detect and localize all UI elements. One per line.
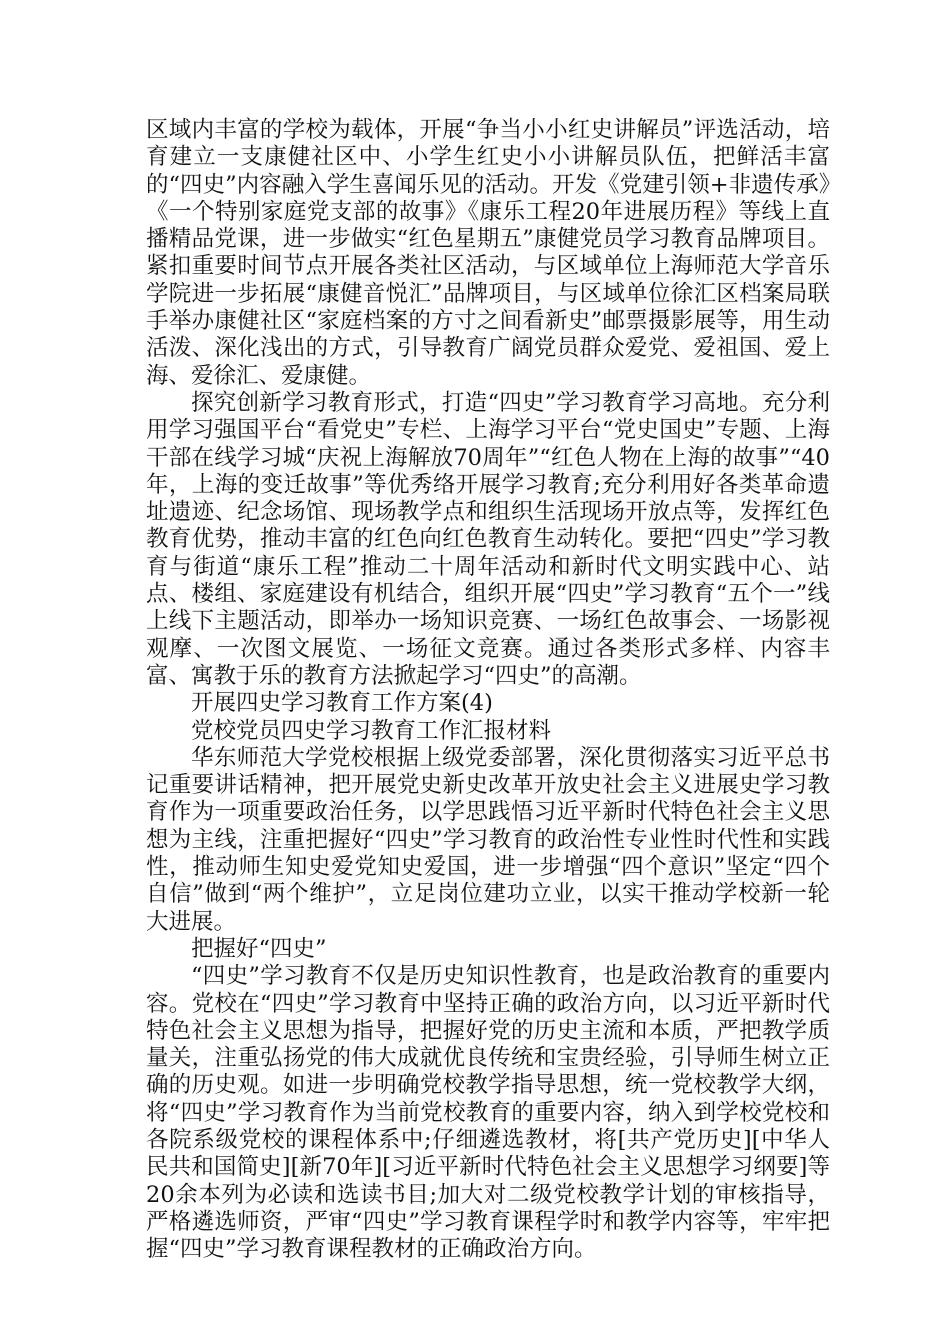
paragraph-4: “四史”学习教育不仅是历史知识性教育，也是政治教育的重要内容。党校在“四史”学习教育中坚持正确的政治方向，以习近平新时代特色社会主义思想为指导，把握好党的历史主流和本质，严把教学质量关，注重弘扬党的伟大成就优良传统和宝贵经验，引导师生树立正确的历史观。如进一步明确党校教学指导思想，统一党校教学大纲，将“四史”学习教育作为当前党校教育的重要内容，纳入到学校党校和各院系级党校的课程体系中;仔细遴选教材，将[共产党历史][中华人民共和国简史][新70年][习近平新时代特色社会主义思想学习纲要]等20余本列为必读和选读书目;加大对二级党校教学计划的审核指导，严格遴选师资，严审“四史”学习教育课程学时和教学内容等，牢牢把握“四史”学习教育课程教材的正确政治方向。 xyxy=(146,963,830,1263)
subheading-grasp-four-histories: 把握好“四史” xyxy=(191,935,327,962)
section-title-report: 党校党员四史学习教育工作汇报材料 xyxy=(191,717,552,744)
paragraph-1: 区域内丰富的学校为载体，开展“争当小小红史讲解员”评选活动，培育建立一支康健社区中、小学生红史小小讲解员队伍，把鲜活丰富的“四史”内容融入学生喜闻乐见的活动。开发《党建引领+非遗传承》《一个特别家庭党支部的故事》《康乐工程20年进展历程》等线上直播精品党课，进一步做实“红色星期五”康健党员学习教育品牌项目。紧扣重要时间节点开展各类社区活动，与区域单位上海师范大学音乐学院进一步拓展“康健音悦汇”品牌项目，与区域单位徐汇区档案局联手举办康健社区“家庭档案的方寸之间看新史”邮票摄影展等，用生动活泼、深化浅出的方式，引导教育广阔党员群众爱党、爱祖国、爱上海、爱徐汇、爱康健。 xyxy=(146,117,830,389)
section-title-work-plan: 开展四史学习教育工作方案(4) xyxy=(191,690,493,717)
paragraph-2: 探究创新学习教育形式，打造“四史”学习教育学习高地。充分利用学习强国平台“看党史”专栏、上海学习平台“党史国史”专题、上海干部在线学习城“庆祝上海解放70周年”“红色人物在上海的故事”“40年，上海的变迁故事”等优秀络开展学习教育;充分利用好各类革命遗址遗迹、纪念场馆、现场教学点和组织生活现场开放点等，发挥红色教育优势，推动丰富的红色向红色教育生动转化。要把“四史”学习教育与街道“康乐工程”推动二十周年活动和新时代文明实践中心、站点、楼组、家庭建设有机结合，组织开展“四史”学习教育“五个一”线上线下主题活动，即举办一场知识竞赛、一场红色故事会、一场影视观摩、一次图文展览、一场征文竞赛。通过各类形式多样、内容丰富、寓教于乐的教育方法掀起学习“四史”的高潮。 xyxy=(146,389,830,689)
paragraph-3: 华东师范大学党校根据上级党委部署，深化贯彻落实习近平总书记重要讲话精神，把开展党史新史改革开放史社会主义进展史学习教育作为一项重要政治任务，以学思践悟习近平新时代特色社会主义思想为主线，注重把握好“四史”学习教育的政治性专业性时代性和实践性，推动师生知史爱党知史爱国，进一步增强“四个意识”坚定“四个自信”做到“两个维护”，立足岗位建功立业，以实干推动学校新一轮大进展。 xyxy=(146,744,830,935)
document-body xyxy=(146,117,830,1263)
